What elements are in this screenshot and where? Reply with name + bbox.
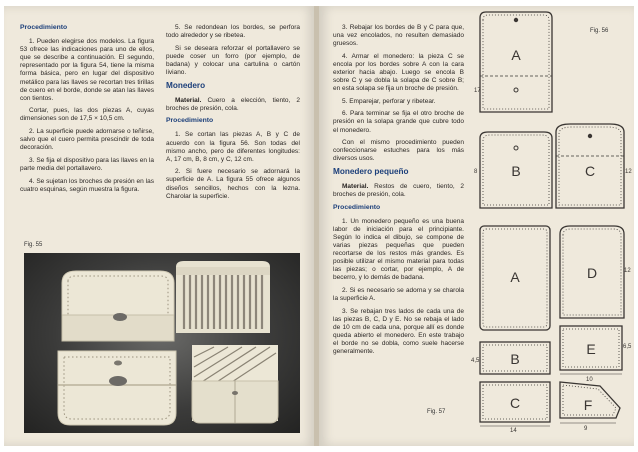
figure-55-label: Fig. 55 [24,242,43,248]
section-heading-procedimiento-2: Procedimiento [166,117,214,125]
figure-57-diagram [470,222,630,432]
paragraph: 1. Pueden elegirse dos modelos. La figura 53 ofrece las indicaciones para uno de ellos, que se describe a continuación. El segundo, representado por la figura 54, tiene la misma forma básica, pero en lugar del dispositivo metálico para las llaves se recortan tres tirillas de cuero en el borde, donde se atan las llaves con tientos. [20,38,154,102]
fig57-dim-f: 9 [584,426,588,432]
paragraph: 1. Un monedero pequeño es una buena labor de iniciación para el principiante. Según lo indica el dibujo, se compone de varias piezas pequeñas que pueden recortarse de los restos más grandes. Es posible utilizar el mismo material para todas las piezas; o cortar, por ejemplo, A de becerro, y lo demás de badana. [333,217,464,282]
figure-56-diagram [470,8,630,218]
figure-55-photo [24,253,300,433]
fig56-snap-c [588,134,592,138]
paragraph: 3. Se fija el dispositivo para las llaves en la parte media del portallavero. [20,156,154,172]
section-heading-procedimiento: Procedimiento [20,24,68,31]
material-text: Restos de cuero, tiento, 2 broches de presión, cola. [333,183,464,199]
paragraph: Cortar, pues, las dos piezas A, cuyas dimensiones son de 17,5 × 10,5 cm. [20,107,154,123]
photo-diagonal-piece-bottom-right [192,345,278,423]
fig57-label-a: A [510,269,520,285]
fig57-dim-width: 14 [510,428,517,434]
fig57-label-d: D [586,265,598,281]
material-paragraph [166,97,300,113]
fig57-dim-e: 6,5 [623,344,632,350]
paragraph: 2. La superficie puede adornarse o teñirse, salvo que el cuero permita prescindir de toda decoración. [20,128,154,152]
paragraph: 3. Rebajar los bordes de B y C para que, una vez encolados, no resulten demasiado gruesos. [333,24,464,48]
fig57-label-f: F [583,397,593,413]
fig56-dim-a: 17 [474,88,481,94]
paragraph: 6. Para terminar se fija el otro broche de presión en la solapa grande que cubre todo el monedero. [333,110,464,134]
section-heading-monedero-pequeno: Monedero pequeño [333,166,409,176]
figure-57-label: Fig. 57 [427,409,446,415]
photo-striped-piece-top-right [176,261,270,333]
photo-pouch-bottom-left [58,351,176,425]
leather-pieces-photo [24,253,300,433]
fig56-dim-b: 8 [474,169,478,175]
paragraph: Si se deseara reforzar el portallavero se puede coser un forro (por ejemplo, de badana) y colocar una cartulina o cartón liviano. [166,44,300,76]
figure-56-label: Fig. 56 [590,28,609,34]
fig56-label-a: A [511,47,521,63]
fig56-label-b: B [511,163,521,179]
paragraph: Con el mismo procedimiento pueden confeccionarse estuches para los más diversos usos. [333,139,464,163]
material-paragraph [333,183,464,199]
fig57-label-b: B [510,351,520,367]
paragraph: 2. Si fuere necesario se adornará la superficie de A. La figura 55 ofrece algunos diseños sencillos, hechos con la lezna. Charolar la superficie. [166,168,300,200]
left-column-1 [20,24,154,198]
section-heading-monedero: Monedero [166,80,206,90]
material-text: Cuero a elección, tiento, 2 broches de presión, cola. [166,96,300,112]
fig56-snap-b [514,146,518,150]
material-label: Material. [175,96,202,104]
fig57-dim-d: 12 [624,268,631,274]
paragraph: 5. Emparejar, perforar y ribetear. [342,97,436,105]
paragraph: 4. Se sujetan los broches de presión en las cuatro esquinas, según muestra la figura. [20,177,154,193]
fig56-dim-c: 12 [625,169,632,175]
section-heading-procedimiento-3: Procedimiento [333,203,381,211]
fig57-dim-b: 4,5 [471,358,480,364]
fig57-label-e: E [586,341,596,357]
paragraph: 5. Se redondean los bordes, se perfora todo alrededor y se ribetea. [166,24,300,40]
fig56-label-c: C [584,163,596,179]
paragraph: 4. Armar el monedero: la pieza C se encola por los bordes sobre A con la cara exterior hacia abajo. Luego se encola B sobre C y se dobla la solapa de C sobre B; en esta solapa se fija un broche de presión. [333,52,464,93]
left-column-2 [166,24,300,205]
fig57-dim-e-width: 10 [586,377,593,383]
fig56-snap-a-bottom [514,88,518,92]
material-label: Material. [342,183,369,190]
fig57-label-c: C [509,395,521,411]
photo-pouch-top-left [62,271,174,341]
right-column [333,24,464,361]
paragraph: 1. Se cortan las piezas A, B y C de acuerdo con la figura 56. Son todas del mismo ancho, pero de diferentes longitudes: A, 17 cm, B, 8 cm, y C, 12 cm. [166,131,300,163]
fig56-snap-a [514,18,518,22]
paragraph: 2. Si es necesario se adorna y se charola la superficie A. [333,287,464,303]
paragraph: 3. Se rebajan tres lados de cada una de las piezas B, C, D y E. No se rebaja el lado de 10 cm de cada una, porque allí es donde queda abierto el monedero. En este trabajo el borde no se dobla, como suele hacerse generalmente. [333,307,464,356]
